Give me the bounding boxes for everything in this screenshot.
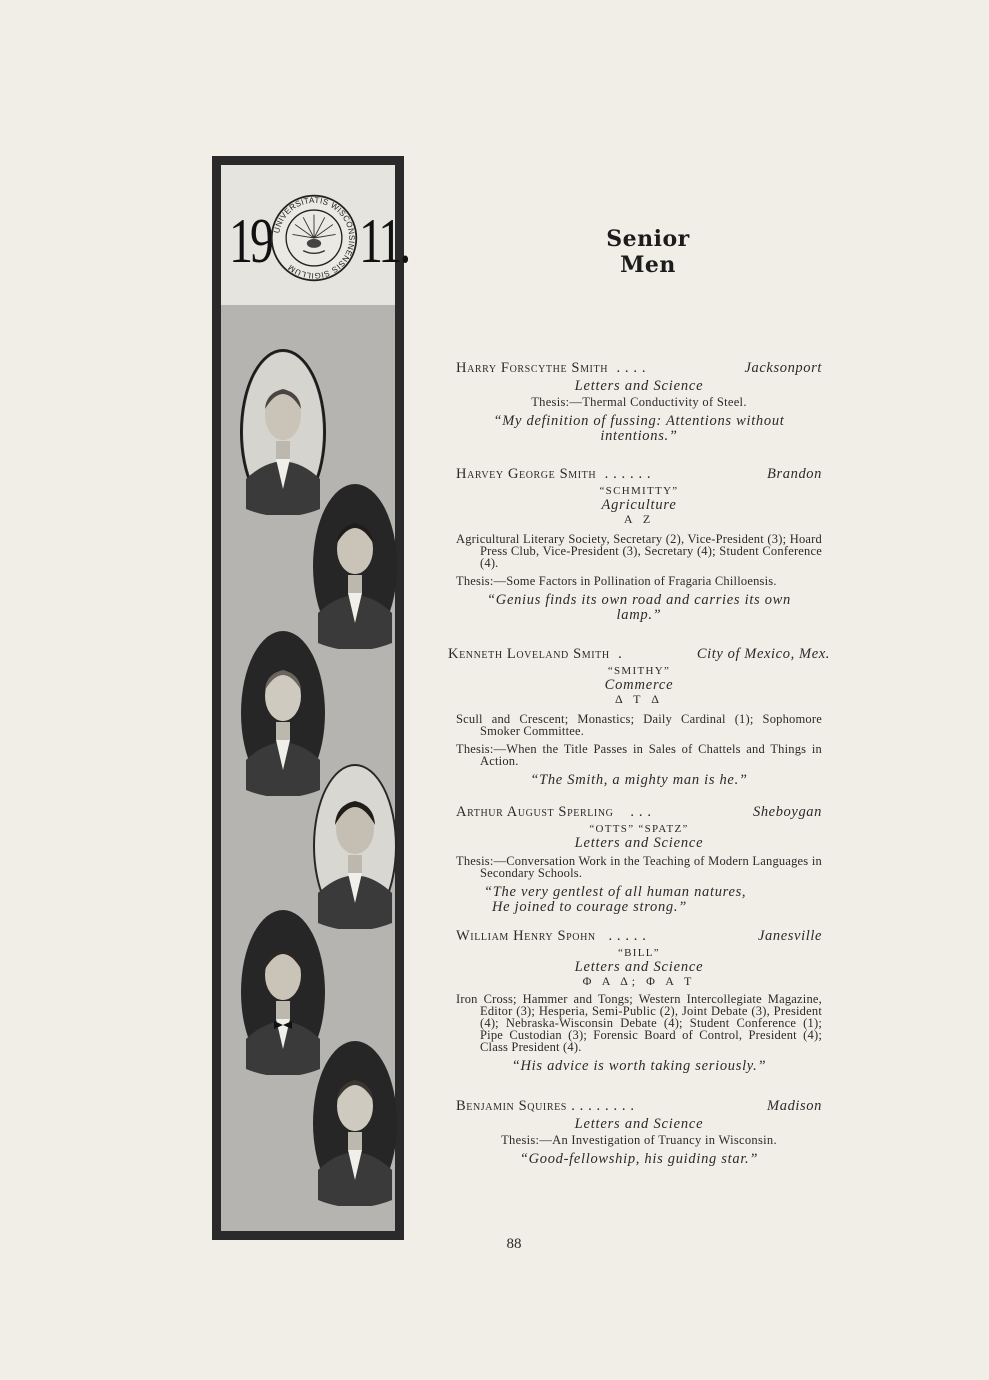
- name-line: [456, 468, 822, 484]
- portrait-benjamin-squires: [312, 1040, 398, 1206]
- page-number: 88: [506, 1236, 522, 1252]
- fraternity: A Z: [623, 512, 655, 526]
- student-name: Benjamin Squires . . . . . . . .: [456, 1098, 635, 1114]
- name-line: [448, 646, 830, 664]
- portrait-arthur-sperling: [312, 763, 398, 929]
- fraternity: Δ T Δ: [615, 692, 663, 706]
- entry-arthur-sperling: [456, 806, 822, 915]
- thesis: Thesis:—Conversation Work in the Teaching of Modern Languages in Secondary Schools.: [456, 854, 822, 880]
- student-name: Arthur August Sperling . . .: [456, 804, 652, 820]
- thesis: Thesis:—An Investigation of Truancy in Wisconsin.: [501, 1133, 777, 1147]
- thesis: Thesis:—When the Title Passes in Sales of Chattels and Things in Action.: [456, 742, 822, 768]
- nickname: “OTTS” “SPATZ”: [589, 823, 689, 835]
- student-name: William Henry Spohn . . . . .: [456, 928, 647, 944]
- thesis: Thesis:—Some Factors in Pollination of Fragaria Chilloensis.: [456, 574, 777, 588]
- name-line: [456, 362, 822, 378]
- quote: “His advice is worth taking seriously.”: [511, 1058, 767, 1074]
- quote: “My definition of fussing: Attentions without intentions.”: [493, 413, 785, 444]
- quote-line: He joined to courage strong.”: [492, 899, 687, 915]
- activities: Iron Cross; Hammer and Tongs; Western Intercollegiate Magazine, Editor (3); Hesperia, Semi-Public (2), Joint Debate (3), President (4); Nebraska-Wisconsin Debate (4); Student Conference (1); Pipe Custodian (3); Forensic Board of Control, President (4); Class President (4).: [456, 992, 822, 1054]
- entry-benjamin-squires: [456, 1100, 822, 1167]
- strip-photo-panel: [221, 305, 395, 1231]
- course: Letters and Science: [574, 1116, 704, 1132]
- activities: Scull and Crescent; Monastics; Daily Cardinal (1); Sophomore Smoker Committee.: [456, 712, 822, 738]
- activities: Agricultural Literary Society, Secretary (2), Vice-President (3); Hoard Press Club, Vice-President (3), Secretary (4); Student Conference (4).: [456, 532, 822, 570]
- quote: [456, 885, 822, 915]
- quote: “Genius finds its own road and carries its own lamp.”: [487, 592, 791, 623]
- name-line: [456, 1100, 822, 1116]
- quote: “Good-fellowship, his guiding star.”: [519, 1151, 759, 1167]
- quote: “The Smith, a mighty man is he.”: [530, 772, 748, 788]
- entry-harvey-smith: [456, 468, 822, 623]
- entry-william-spohn: [456, 930, 822, 1074]
- hometown: Jacksonport: [744, 360, 822, 376]
- page-title: Senior Men: [606, 226, 690, 278]
- quote-line: “The very gentlest of all human natures,: [484, 884, 747, 900]
- nickname: “SCHMITTY”: [599, 485, 679, 497]
- year-right: 11.: [359, 205, 409, 276]
- strip-header: [221, 165, 409, 305]
- thesis: Thesis:—Thermal Conductivity of Steel.: [531, 395, 747, 409]
- name-line: [456, 930, 822, 946]
- entry-kenneth-smith: [448, 646, 830, 788]
- seal-ring-text: UNIVERSITATIS WISCONSINENSIS SIGILLUM: [272, 195, 357, 281]
- course: Letters and Science: [574, 959, 704, 975]
- hometown: Brandon: [767, 466, 822, 482]
- course: Agriculture: [601, 497, 677, 513]
- fraternity: Φ Α Δ; Φ Α Τ: [582, 974, 696, 988]
- hometown: City of Mexico, Mex.: [696, 646, 830, 662]
- entry-harry-smith: [456, 362, 822, 444]
- portrait-strip: [212, 156, 409, 1240]
- student-name: Harry Forscythe Smith . . . .: [456, 360, 647, 376]
- nickname: “BILL”: [617, 947, 660, 959]
- year-left: 19: [229, 205, 271, 276]
- hometown: Sheboygan: [752, 804, 822, 820]
- portrait-harvey-smith: [312, 483, 398, 649]
- student-name: Harvey George Smith . . . . . .: [456, 466, 652, 482]
- name-line: [456, 806, 822, 822]
- course: Letters and Science: [574, 835, 704, 851]
- hometown: Madison: [767, 1098, 822, 1114]
- hometown: Janesville: [758, 928, 822, 944]
- student-name: Kenneth Loveland Smith .: [448, 646, 623, 662]
- nickname: “SMITHY”: [607, 665, 671, 677]
- university-seal: [269, 193, 359, 283]
- course: Commerce: [604, 677, 674, 693]
- course: Letters and Science: [574, 378, 704, 394]
